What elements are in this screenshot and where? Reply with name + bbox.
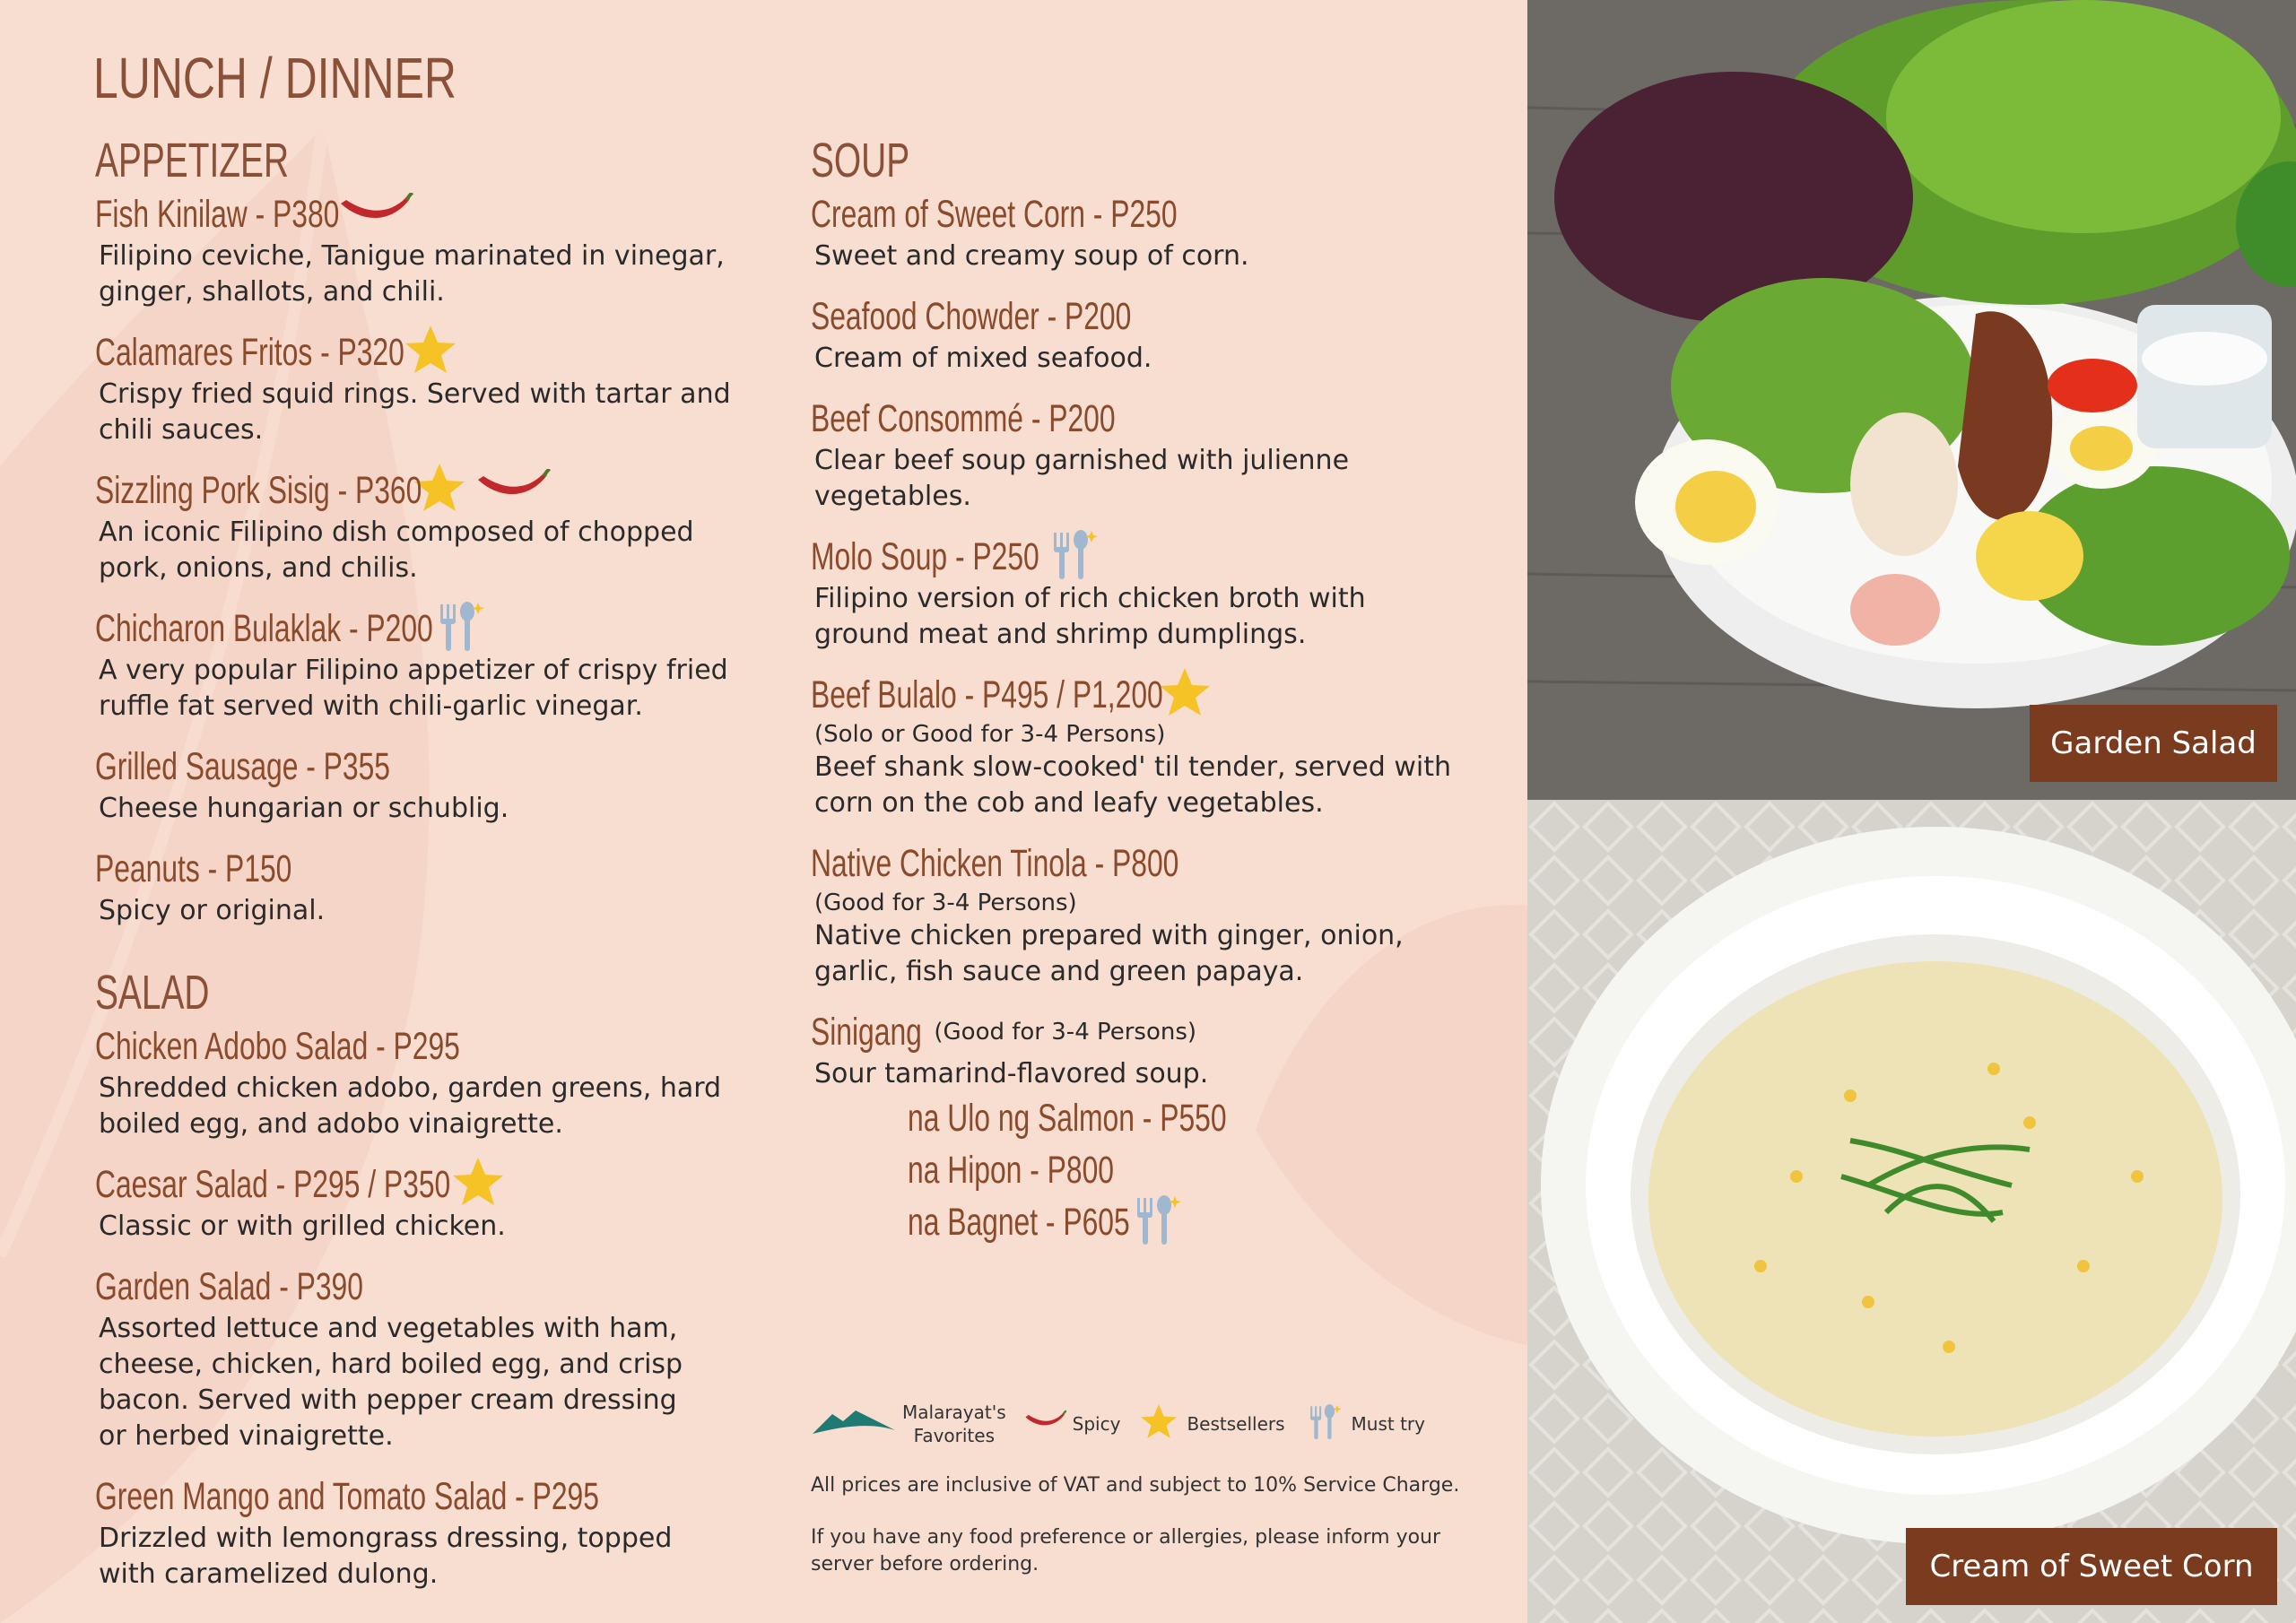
menu-item	[95, 466, 777, 586]
star-icon	[450, 1155, 506, 1214]
item-description: cheese, chicken, hard boiled egg, and crisp	[99, 1349, 683, 1380]
item-description: boiled egg, and adobo vinaigrette.	[99, 1108, 563, 1140]
left-column	[95, 133, 777, 1610]
menu-item	[95, 845, 777, 929]
item-description: Native chicken prepared with ginger, onion,	[814, 920, 1404, 951]
chili-icon	[1022, 1402, 1067, 1446]
fork-spoon-icon	[1301, 1402, 1346, 1446]
item-description: ginger, shallots, and chili.	[99, 276, 445, 308]
item-description: Filipino ceviche, Tanigue marinated in vinegar,	[99, 240, 725, 272]
salad-heading: SALAD	[95, 966, 210, 1020]
corn-soup-illustration	[1527, 800, 2296, 1623]
legend-item	[1022, 1402, 1121, 1446]
allergy-line: server before ordering.	[811, 1553, 1039, 1575]
sinigang-variant	[811, 1196, 1492, 1248]
menu-item	[95, 328, 777, 448]
star-icon	[1136, 1402, 1181, 1446]
item-name: Molo Soup - P250	[811, 534, 1039, 578]
soup-heading: SOUP	[811, 134, 910, 187]
menu-item	[95, 1160, 777, 1245]
item-name: na Ulo ng Salmon - P550	[908, 1096, 1227, 1140]
item-name: Cream of Sweet Corn - P250	[811, 192, 1178, 236]
item-description: Drizzled with lemongrass dressing, topped	[99, 1523, 673, 1554]
item-name: Chicken Adobo Salad - P295	[95, 1024, 460, 1068]
menu-item	[811, 839, 1492, 990]
sweet-corn-soup-photo	[1527, 800, 2296, 1623]
sinigang-variants	[811, 1092, 1492, 1248]
item-description: garlic, fish sauce and green papaya.	[814, 956, 1304, 987]
menu-item	[95, 1022, 777, 1142]
item-description: Filipino version of rich chicken broth with	[814, 583, 1366, 614]
menu-item	[811, 190, 1492, 274]
item-description: Classic or with grilled chicken.	[99, 1211, 506, 1242]
chili-icon	[335, 193, 414, 236]
item-description: vegetables.	[814, 481, 971, 512]
menu-item	[95, 742, 777, 827]
item-description: Beef shank slow-cooked' til tender, served with	[814, 751, 1451, 783]
legend-item	[1301, 1402, 1425, 1446]
item-name: Sizzling Pork Sisig - P360	[95, 468, 422, 512]
appetizer-heading: APPETIZER	[95, 134, 290, 187]
item-note: (Good for 3-4 Persons)	[934, 1019, 1197, 1046]
item-name: Peanuts - P150	[95, 846, 292, 890]
vat-disclaimer: All prices are inclusive of VAT and subject to 10% Service Charge.	[811, 1474, 1460, 1497]
item-name: Chicharon Bulaklak - P200	[95, 606, 433, 650]
soup-list	[811, 190, 1492, 990]
menu-item	[95, 190, 777, 310]
item-name: Fish Kinilaw - P380	[95, 192, 340, 236]
menu-item	[811, 671, 1492, 821]
photo-caption: Cream of Sweet Corn	[1906, 1528, 2277, 1605]
legend-label: Spicy	[1072, 1413, 1121, 1435]
item-name: Calamares Fritos - P320	[95, 330, 404, 374]
menu-item	[95, 1263, 777, 1454]
item-name: Beef Bulalo - P495 / P1,200	[811, 673, 1163, 716]
menu-item	[811, 395, 1492, 515]
item-description: with caramelized dulong.	[99, 1558, 439, 1590]
legend-item	[811, 1401, 1006, 1447]
garden-salad-illustration	[1527, 0, 2296, 800]
item-description: bacon. Served with pepper cream dressing	[99, 1384, 677, 1416]
item-name: Sinigang	[811, 1010, 922, 1054]
garden-salad-photo	[1527, 0, 2296, 800]
sinigang-variant	[811, 1144, 1492, 1196]
photo-caption: Garden Salad	[2030, 705, 2277, 782]
item-note: (Solo or Good for 3-4 Persons)	[814, 721, 1166, 748]
allergy-line: If you have any food preference or allergies, please inform your	[811, 1526, 1441, 1549]
item-description: Spicy or original.	[99, 895, 326, 926]
star-icon	[403, 323, 458, 382]
star-icon	[1157, 665, 1213, 725]
menu-item	[811, 533, 1492, 653]
item-name: na Bagnet - P605	[908, 1200, 1130, 1244]
item-description: corn on the cob and leafy vegetables.	[814, 787, 1324, 819]
item-description: Clear beef soup garnished with julienne	[814, 445, 1350, 476]
legend-label: Bestsellers	[1187, 1413, 1285, 1435]
legend-label: Must try	[1351, 1413, 1425, 1435]
menu-item	[95, 604, 777, 725]
sinigang-variant	[811, 1092, 1492, 1144]
item-name: Grilled Sausage - P355	[95, 744, 390, 788]
item-description: or herbed vinaigrette.	[99, 1420, 394, 1452]
item-name: Beef Consommé - P200	[811, 396, 1116, 440]
item-description: Assorted lettuce and vegetables with ham,	[99, 1313, 678, 1344]
item-note: (Good for 3-4 Persons)	[814, 890, 1077, 916]
sinigang-item	[811, 1008, 1492, 1248]
item-description: pork, onions, and chilis.	[99, 552, 418, 584]
item-name: Garden Salad - P390	[95, 1264, 363, 1308]
item-description: Crispy fried squid rings. Served with tartar and	[99, 378, 731, 410]
fork-spoon-icon	[431, 599, 487, 658]
item-description: Cream of mixed seafood.	[814, 343, 1152, 374]
item-name: na Hipon - P800	[908, 1148, 1114, 1192]
menu-item	[95, 1472, 777, 1593]
fork-spoon-icon	[1128, 1235, 1184, 1252]
item-name: Green Mango and Tomato Salad - P295	[95, 1474, 599, 1518]
item-description: Cheese hungarian or schublig.	[99, 793, 509, 824]
item-name: Caesar Salad - P295 / P350	[95, 1162, 451, 1206]
chili-icon	[473, 469, 552, 512]
item-description: ground meat and shrimp dumplings.	[814, 619, 1307, 650]
menu-item	[811, 292, 1492, 377]
item-description: Sour tamarind-flavored soup.	[814, 1058, 1209, 1089]
item-description: chili sauces.	[99, 414, 264, 446]
item-description: ruffle fat served with chili-garlic vinegar.	[99, 690, 643, 722]
right-column	[811, 133, 1492, 1266]
allergy-disclaimer	[811, 1524, 1492, 1578]
fork-spoon-icon	[1045, 527, 1100, 586]
legend-item	[1136, 1402, 1284, 1446]
item-description: Shredded chicken adobo, garden greens, hard	[99, 1072, 722, 1104]
item-name: Native Chicken Tinola - P800	[811, 841, 1179, 885]
item-description: Sweet and creamy soup of corn.	[814, 240, 1249, 272]
appetizer-list	[95, 190, 777, 929]
salad-list	[95, 1022, 777, 1593]
mountain-icon	[811, 1407, 897, 1442]
legend-label: Malarayat's Favorites	[902, 1402, 1006, 1446]
page-title: LUNCH / DINNER	[93, 46, 457, 110]
item-name: Seafood Chowder - P200	[811, 294, 1132, 338]
item-description: An iconic Filipino dish composed of chopped	[99, 516, 694, 548]
item-description: A very popular Filipino appetizer of crispy fried	[99, 655, 728, 686]
legend	[811, 1395, 1474, 1453]
